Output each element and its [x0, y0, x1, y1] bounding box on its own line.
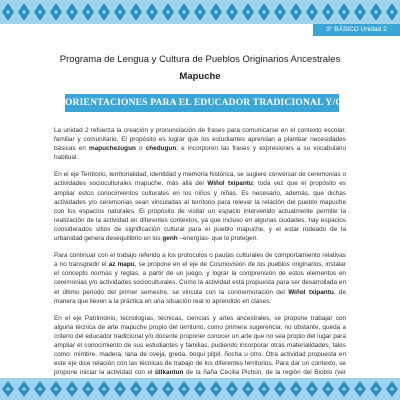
text-segment: de la ñaña Cecilia Pichún, de la región del Biobío (ver — [186, 369, 346, 377]
unit-badge: 3° BÁSICO Unidad 2 — [313, 24, 400, 36]
text-segment: En el eje Territorio, territorialidad, identidad y memoria histórica, se sugiere conversar de ceremonias o actividades socioculturales mapuche, más allá del — [54, 171, 346, 188]
top-pattern-border — [0, 0, 400, 24]
text-segment: ; toda vez que el propósito es ampliar estos conocimientos culturales en los niños y niñas. Es necesario, además, que dichas actividades y/o ceremonias sean vinculadas al territorio para relevar la relación del pueblo mapuche con los espacios naturales. El propósito de visitar un espacio intervenido actualmente permite la realización de la actividad en diferentes contextos, ya que incluso en algunas ciudades, hay espacios considerados sitios de significación cultural para el pueblo mapuche, y el estar rodeado de la urbanidad genera desequilibrio en los — [54, 180, 346, 243]
bold-term: az mapu — [108, 261, 135, 269]
text-segment: La unidad 2 refuerza la creación y pronunciación de frases para comunicarse en el contexto escolar, familiar y comunitario. El propósito es lograr que los estudiantes aprendan a plantear necesidades básicas en — [54, 127, 346, 153]
bold-term: üllkantun — [155, 369, 184, 377]
mapuche-pattern-icon — [0, 378, 400, 400]
section-title-banner: ORIENTACIONES PARA EL EDUCADOR TRADICIONAL Y/O DOCENTE — [65, 94, 339, 112]
text-segment: , e incorporen las frases y expresiones a su vocabulario habitual. — [54, 145, 346, 162]
mapuche-pattern-icon — [0, 0, 400, 24]
body-paragraph — [54, 126, 346, 162]
body-text — [54, 126, 346, 404]
text-segment: Para continuar con el trabajo referido a los protocolos o pautas culturales de comportamiento relativas a no transgredir el — [54, 252, 346, 269]
text-segment: o — [135, 145, 146, 153]
culture-name: Mapuche — [179, 71, 221, 82]
bold-term: mapuchezugun — [89, 145, 136, 153]
bottom-pattern-border — [0, 378, 400, 400]
body-paragraph — [54, 170, 346, 243]
text-segment: En el eje Patrimonio, tecnologías, técnicas, ciencias y artes ancestrales, se propone trabajar con alguna técnica de arte mapuche propio del territorio, como primera sugerencia; no obstante, queda a criterio del educador tradicional y/o docente proponer conocer un arte que no sea propio del lugar para ampliar el conocimiento de sus estudiantes y familias, pudiendo incorporar otras materialidades, tales como: mimbre, madera, lana de oveja, greda, boqui pilpil, ñocha u otro. Otra actividad propuesta en este eje dice relación con las técnicas de trabajo de los diferentes territorios. Para dar un contexto, se propone iniciar la actividad con el — [54, 314, 346, 377]
bold-term: genh — [162, 235, 178, 243]
text-segment: , de manera que lleven a la práctica en una situación real lo aprendido en clases. — [54, 288, 346, 305]
bold-term: Wiñol txipantu — [207, 180, 253, 188]
body-paragraph — [54, 251, 346, 306]
program-title: Programa de Lengua y Cultura de Pueblos Originarios Ancestrales — [59, 54, 341, 65]
bold-term: chedugun — [145, 145, 177, 153]
bold-term: Wiñol txipantu — [288, 288, 334, 296]
text-segment: –energías- que lo protegen. — [177, 235, 258, 243]
text-segment: , se propone en el eje de Cosmovisión de los pueblos originarios, instalar el concepto normas y reglas, a partir de un juego, y lograr la comprensión de estos elementos en ceremonias y/o actividades socioculturales. Como la actividad está propuesta para ser desarrollada en el último periodo del primer semestre, se vincula con la conmemoración del — [54, 261, 346, 296]
